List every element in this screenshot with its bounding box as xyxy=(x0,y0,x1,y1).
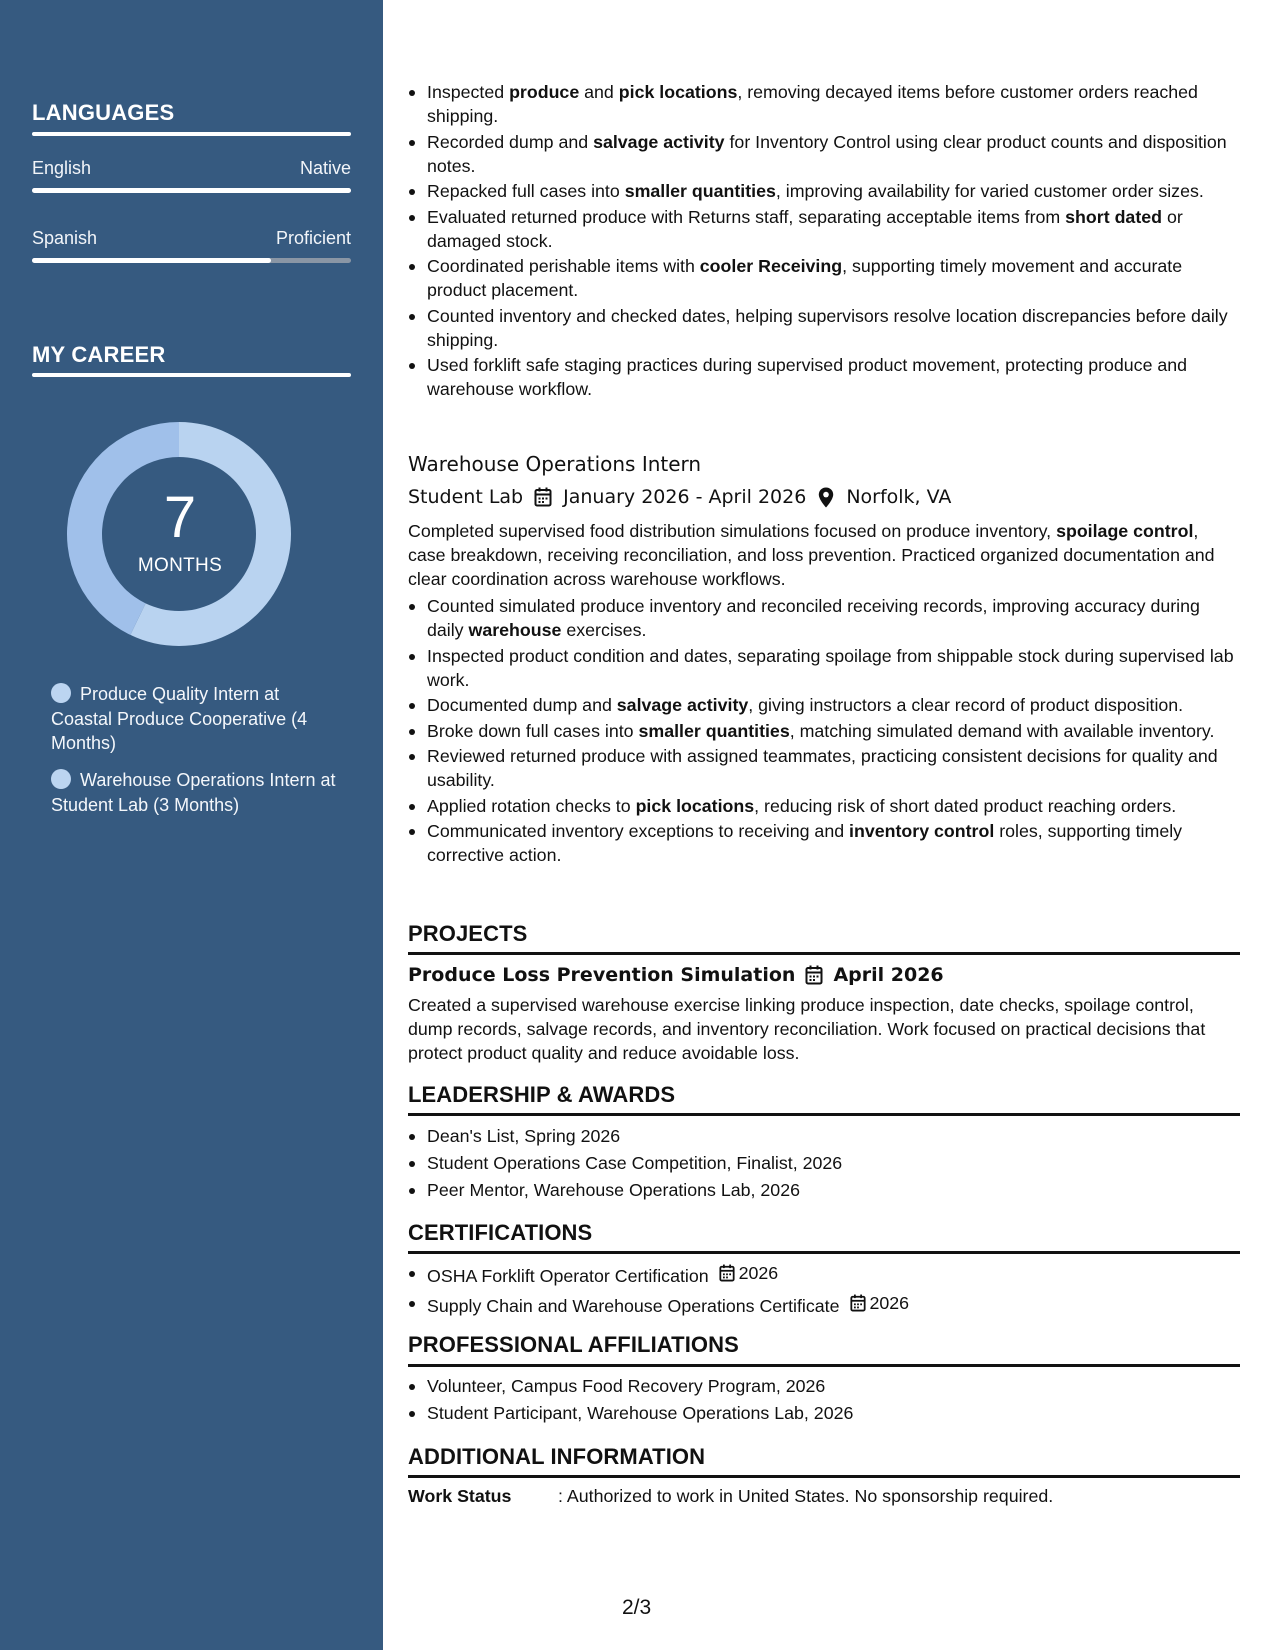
certification-year: 2026 xyxy=(869,1293,910,1313)
previous-job-bullets xyxy=(408,80,1240,403)
leadership-heading: LEADERSHIP & AWARDS xyxy=(408,1082,676,1107)
keyword-text: short dated xyxy=(1065,206,1162,227)
keyword-text: cooler Receiving xyxy=(699,256,843,276)
leadership-list xyxy=(408,1124,1240,1202)
project-description: Created a supervised warehouse exercise linking produce inspection, date checks, spoilage control, dump records, salvage records, and inventory reconciliation. Work focused on practical decisions that protect product quality and reduce avoidable loss. xyxy=(408,995,1206,1063)
certifications-heading: CERTIFICATIONS xyxy=(408,1220,593,1245)
keyword-text: smaller quantities xyxy=(624,181,776,201)
body-text: Communicated inventory exceptions to receiving and xyxy=(427,821,850,841)
body-text: Applied rotation checks to xyxy=(427,795,636,816)
body-text: , matching simulated demand with available inventory. xyxy=(789,720,1215,741)
location-pin-icon xyxy=(816,486,836,508)
career-total-number: 7 xyxy=(163,485,197,550)
affiliations-list xyxy=(408,1374,1240,1425)
calendar-icon xyxy=(719,1264,735,1282)
certification-name: OSHA Forklift Operator Certification xyxy=(427,1266,709,1286)
body-text: Inspected product condition and dates, separating spoilage from shippable stock during supervised lab work. xyxy=(427,645,1234,690)
keyword-text: warehouse xyxy=(468,620,562,640)
language-row-english xyxy=(32,158,351,179)
job-title: Warehouse Operations Intern xyxy=(408,452,702,476)
body-text: , giving instructors a clear record of product disposition. xyxy=(748,695,1184,715)
bullet-item xyxy=(408,693,1240,717)
bullet-item xyxy=(408,594,1240,642)
keyword-text: smaller quantities xyxy=(638,720,790,741)
body-text: , supporting timely movement and accurate product placement. xyxy=(427,256,1183,300)
language-name: Spanish xyxy=(32,228,98,248)
body-text: Broke down full cases into xyxy=(427,720,639,741)
career-legend-text: Warehouse Operations Intern at Student Lab (3 Months) xyxy=(51,770,336,815)
additional-heading: ADDITIONAL INFORMATION xyxy=(408,1444,706,1469)
bullet-item xyxy=(408,794,1240,818)
job-summary xyxy=(408,519,1240,591)
projects-heading: PROJECTS xyxy=(408,921,528,946)
career-heading-rule xyxy=(32,373,351,377)
bullet-item xyxy=(408,304,1240,352)
language-bar-spanish xyxy=(32,258,351,263)
bullet-item xyxy=(408,205,1240,253)
body-text: , improving availability for varied customer order sizes. xyxy=(775,181,1204,201)
sidebar xyxy=(0,0,383,1650)
list-item: Student Operations Case Competition, Finalist, 2026 xyxy=(408,1151,1240,1175)
bullet-item xyxy=(408,130,1240,178)
language-level: Proficient xyxy=(275,228,351,248)
work-status-row xyxy=(408,1484,1240,1508)
list-item: Dean's List, Spring 2026 xyxy=(408,1124,1240,1148)
body-text: Recorded dump and xyxy=(427,131,594,152)
body-text: for Inventory Control using clear product counts and disposition notes. xyxy=(427,131,1227,176)
body-text: roles, supporting timely corrective action. xyxy=(427,821,1183,865)
career-legend-item xyxy=(51,682,341,756)
certification-item xyxy=(408,1291,1240,1318)
project-date: April 2026 xyxy=(833,964,944,986)
body-text: Documented dump and xyxy=(427,695,617,715)
list-item: Volunteer, Campus Food Recovery Program, 2026 xyxy=(408,1374,1240,1398)
body-text: Inspected xyxy=(427,82,510,102)
bullet-item xyxy=(408,744,1240,792)
languages-heading-rule xyxy=(32,132,351,136)
calendar-icon xyxy=(805,965,823,985)
job-bullets xyxy=(408,594,1240,869)
keyword-text: salvage activity xyxy=(593,131,725,152)
bullet-item xyxy=(408,353,1240,401)
work-status-value: : Authorized to work in United States. No sponsorship required. xyxy=(558,1486,1054,1506)
certification-name: Supply Chain and Warehouse Operations Certificate xyxy=(427,1296,840,1316)
legend-dot-icon xyxy=(51,683,71,703)
career-legend-text: Produce Quality Intern at Coastal Produce Cooperative (4 Months) xyxy=(51,684,308,753)
work-status-label: Work Status xyxy=(408,1486,512,1506)
keyword-text: pick locations xyxy=(618,82,738,102)
keyword-text: pick locations xyxy=(635,795,755,816)
language-name: English xyxy=(32,158,92,178)
leadership-rule xyxy=(408,1113,1240,1116)
body-text: and xyxy=(579,82,619,102)
keyword-text: spoilage control xyxy=(1056,521,1194,541)
list-item: Peer Mentor, Warehouse Operations Lab, 2026 xyxy=(408,1178,1240,1202)
bullet-item xyxy=(408,644,1240,692)
job-dates: January 2026 - April 2026 xyxy=(563,486,807,508)
bullet-item xyxy=(408,254,1240,302)
body-text: Coordinated perishable items with xyxy=(427,256,700,276)
list-item: Student Participant, Warehouse Operations Lab, 2026 xyxy=(408,1401,1240,1425)
project-title: Produce Loss Prevention Simulation xyxy=(408,964,796,986)
body-text: Counted inventory and checked dates, helping supervisors resolve location discrepancies before daily shipping. xyxy=(427,305,1228,350)
body-text: Counted simulated produce inventory and reconciled receiving records, improving accuracy during daily xyxy=(427,596,1200,640)
body-text: exercises. xyxy=(561,620,647,640)
language-row-spanish xyxy=(32,228,351,249)
certifications-list xyxy=(408,1261,1240,1318)
certifications-rule xyxy=(408,1251,1240,1254)
bullet-item xyxy=(408,819,1240,867)
job-meta xyxy=(408,485,1240,509)
bullet-item xyxy=(408,179,1240,203)
calendar-icon xyxy=(533,486,553,508)
bullet-item xyxy=(408,719,1240,743)
language-bar-fill xyxy=(32,188,351,193)
career-legend-item xyxy=(51,768,341,817)
projects-rule xyxy=(408,952,1240,955)
career-total-unit: MONTHS xyxy=(137,555,223,576)
language-level: Native xyxy=(299,158,351,178)
affiliations-heading: PROFESSIONAL AFFILIATIONS xyxy=(408,1332,739,1357)
additional-rule xyxy=(408,1475,1240,1478)
body-text: or damaged stock. xyxy=(427,206,1183,251)
keyword-text: produce xyxy=(509,82,580,102)
language-bar-fill xyxy=(32,258,271,263)
calendar-icon xyxy=(850,1294,866,1312)
keyword-text: salvage activity xyxy=(616,695,749,715)
body-text: Used forklift safe staging practices during supervised product movement, protecting produce and warehouse workflow. xyxy=(427,355,1188,399)
certification-item xyxy=(408,1261,1240,1288)
body-text: , removing decayed items before customer orders reached shipping. xyxy=(427,82,1198,126)
legend-dot-icon xyxy=(51,769,71,789)
body-text: Repacked full cases into xyxy=(427,181,625,201)
body-text: , case breakdown, receiving reconciliation, and loss prevention. Practiced organized documentation and clear coordination across warehouse workflows. xyxy=(408,521,1215,589)
language-bar-english xyxy=(32,188,351,193)
body-text: , reducing risk of short dated product reaching orders. xyxy=(754,795,1177,816)
project-title-row xyxy=(408,963,1240,987)
body-text: Completed supervised food distribution simulations focused on produce inventory, xyxy=(408,521,1057,541)
career-heading: MY CAREER xyxy=(32,342,166,367)
page-number: 2/3 xyxy=(622,1596,652,1619)
job-company: Student Lab xyxy=(408,486,524,508)
job-location: Norfolk, VA xyxy=(846,486,952,508)
body-text: Reviewed returned produce with assigned teammates, practicing consistent decisions for quality and usability. xyxy=(427,746,1218,790)
keyword-text: inventory control xyxy=(849,821,995,841)
body-text: Evaluated returned produce with Returns staff, separating acceptable items from xyxy=(427,206,1066,227)
bullet-item xyxy=(408,80,1240,128)
languages-heading: LANGUAGES xyxy=(32,100,175,125)
certification-year: 2026 xyxy=(738,1263,779,1283)
affiliations-rule xyxy=(408,1364,1240,1367)
